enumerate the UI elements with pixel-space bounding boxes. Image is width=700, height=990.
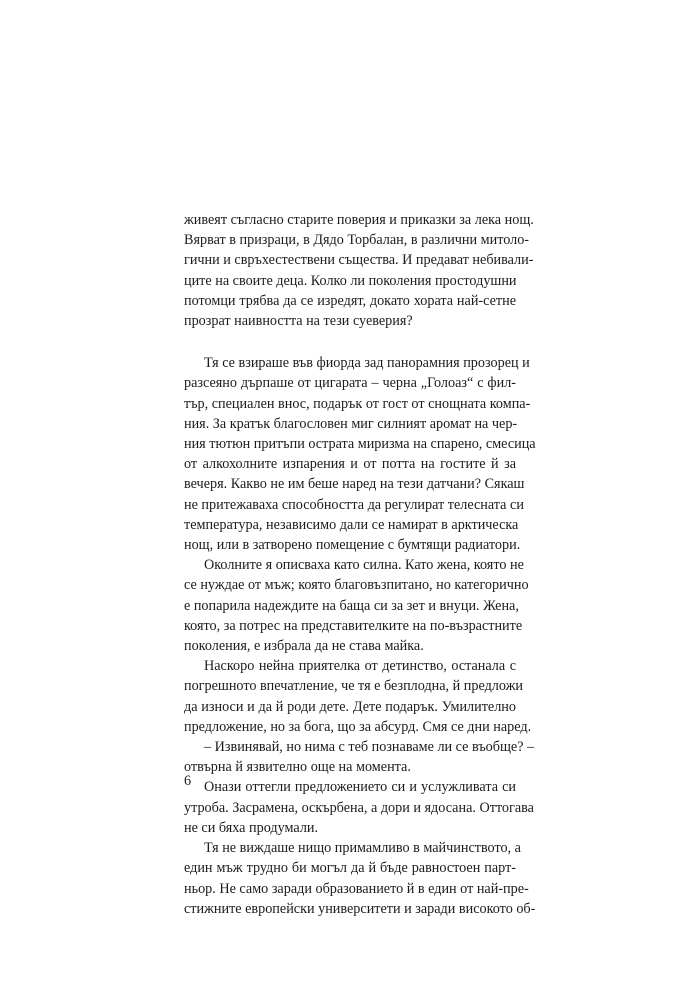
text-line: живеят съгласно старите поверия и приказки за лека нощ.	[184, 212, 534, 228]
text-line: е попарила надеждите на баща си за зет и внуци. Жена,	[184, 597, 519, 614]
text-line: ния тютюн притъпи острата миризма на спарено, смесица	[184, 436, 536, 453]
text-line: погрешното впечатление, че тя е безплодна, й предложи	[184, 678, 524, 695]
paragraph	[184, 737, 535, 777]
text-line: нощ, или в затворено помещение с бумтящи радиатори.	[184, 537, 521, 554]
paragraph	[184, 656, 532, 737]
text-line: от алкохолните изпарения и от потта на гостите й за	[184, 456, 516, 473]
text-line: Наскоро нейна приятелка от детинство, останала с	[204, 658, 516, 675]
text-line: Тя се взираше във фиорда зад панорамния прозорец и	[204, 355, 530, 372]
text-line: предложение, но за бога, що за абсурд. Смя се дни наред.	[184, 718, 532, 735]
text-line: ците на своите деца. Колко ли поколения простодушни	[184, 272, 517, 289]
text-line: ньор. Не само заради образованието й в един от най-пре-	[184, 880, 529, 897]
text-line: стижните европейски университети и заради високото об-	[184, 900, 536, 917]
text-line: утроба. Засрамена, оскърбена, а дори и ядосана. Оттогава	[184, 799, 534, 816]
text-line: да износи и да й роди дете. Дете подарък. Умилително	[184, 698, 516, 715]
text-line: не притежаваха способността да регулират телесната си	[184, 496, 524, 513]
text-line: вечеря. Какво не им беше наред на тези датчани? Сякаш	[184, 476, 525, 493]
text-line: Онази оттегли предложението си и услужливата си	[204, 779, 516, 796]
text-line: разсеяно дърпаше от цигарата – черна „Голоаз“ с фил-	[184, 375, 516, 392]
text-line: гични и свръхестествени същества. И предават небивали-	[184, 252, 534, 269]
text-line: не си бяха продумали.	[184, 819, 319, 836]
page-number: 6	[184, 773, 192, 789]
text-line: която, за потрес на представителките на по-възрастните	[184, 617, 523, 634]
paragraph	[184, 838, 536, 919]
paragraph	[184, 210, 534, 331]
text-line: един мъж трудно би могъл да й бъде равностоен парт-	[184, 860, 516, 877]
paragraph	[184, 353, 536, 555]
text-line: ния. За кратък благословен миг силният аромат на чер-	[184, 415, 518, 432]
text-line: Околните я описваха като силна. Като жена, която не	[204, 557, 524, 574]
text-line: потомци трябва да се изредят, докато хората най-сетне	[184, 292, 516, 309]
body-text	[184, 210, 536, 919]
text-line: тър, специален внос, подарък от гост от снощната компа-	[184, 395, 531, 412]
text-line: се нуждае от мъж; която благовъзпитано, но категорично	[184, 577, 529, 594]
paragraph	[184, 555, 529, 656]
text-line: температура, независимо дали се намират в арктическа	[184, 516, 519, 533]
text-line: отвърна й язвително още на момента.	[184, 759, 411, 776]
section-break	[184, 331, 516, 353]
text-line: Вярват в призраци, в Дядо Торбалан, в различни митоло-	[184, 232, 530, 249]
text-line: – Извинявай, но нима с теб познаваме ли се въобще? –	[204, 739, 535, 756]
text-line: Тя не виждаше нищо примамливо в майчинството, а	[204, 840, 521, 857]
paragraph	[184, 777, 534, 838]
text-line: прозрат наивността на тези суеверия?	[184, 313, 413, 330]
text-line: поколения, е избрала да не става майка.	[184, 638, 424, 655]
